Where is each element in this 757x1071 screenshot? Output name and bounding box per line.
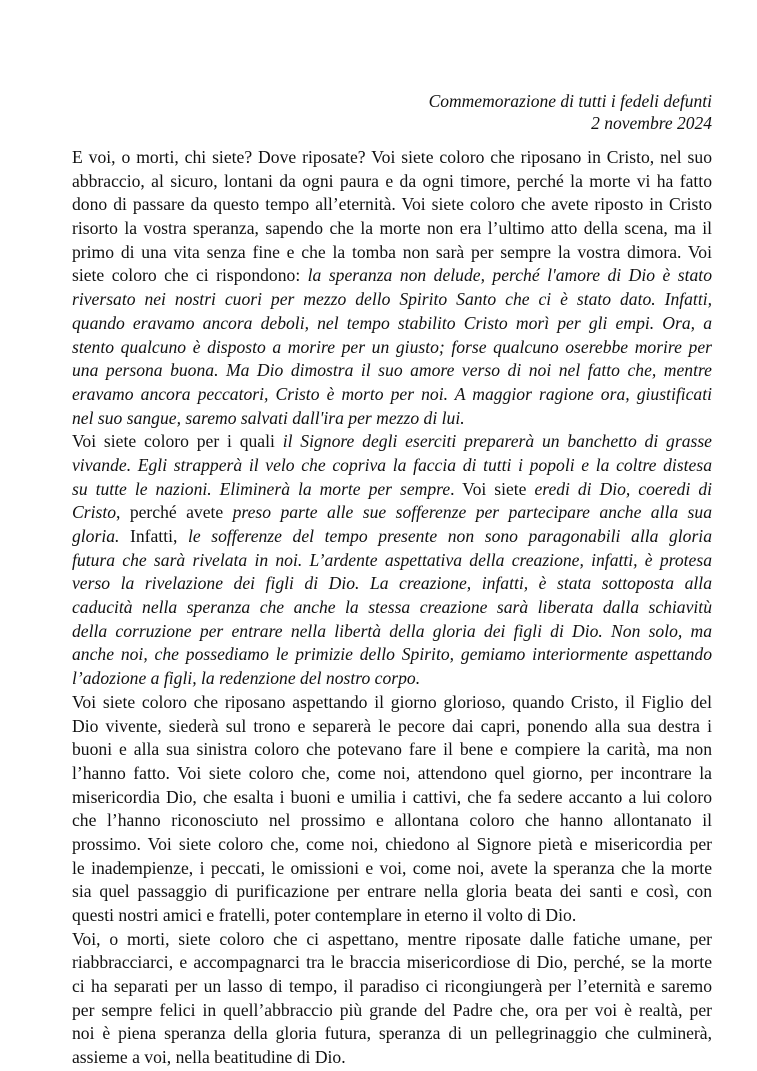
italic-quote-segment: verso la rivelazione dei figli di Dio. La creazione, infatti, è stata sottoposta alla bbox=[72, 573, 712, 594]
text-segment: l’hanno fatto. Voi siete coloro che, come noi, attendono quel giorno, per incontrare la bbox=[72, 762, 712, 783]
text-segment: , perché avete bbox=[116, 502, 233, 523]
text-segment: Voi siete coloro che riposano aspettando il giorno glorioso, quando Cristo, il Figlio del bbox=[72, 691, 712, 712]
italic-quote-segment: caducità nella speranza che anche la stessa creazione sarà liberata dalla schiavitù bbox=[72, 597, 712, 618]
text-segment: questi nostri amici e fratelli, poter contemplare in eterno il volto di Dio. bbox=[72, 905, 577, 925]
italic-quote-segment: eravamo ancora peccatori, Cristo è morto per noi. A maggior ragione ora, giustificati bbox=[72, 383, 712, 404]
text-line bbox=[72, 857, 712, 881]
italic-quote-segment: Cristo bbox=[72, 502, 117, 523]
italic-quote-segment: la speranza non delude, perché l'amore di Dio è stato bbox=[307, 265, 712, 286]
text-line bbox=[72, 904, 712, 928]
text-line bbox=[72, 999, 712, 1023]
italic-quote-segment: vivande. Egli strapperà il velo che copriva la faccia di tutti i popoli e la coltre distesa bbox=[72, 454, 712, 475]
text-segment: Voi, o morti, siete coloro che ci aspettano, mentre riposate dalle fatiche umane, per bbox=[72, 928, 712, 949]
italic-quote-segment: eredi di Dio, coeredi di bbox=[534, 478, 712, 499]
paragraph bbox=[72, 430, 712, 691]
text-line bbox=[72, 620, 712, 644]
text-line bbox=[72, 715, 712, 739]
text-line bbox=[72, 643, 712, 667]
text-line bbox=[72, 975, 712, 999]
document-header bbox=[429, 90, 712, 134]
text-line bbox=[72, 762, 712, 786]
text-segment: per sempre felici in quell’abbraccio più grande del Padre che, ora per voi è realtà, per bbox=[72, 999, 712, 1020]
text-segment: siete coloro che ci rispondono: bbox=[72, 265, 308, 286]
italic-quote-segment: quando eravamo ancora deboli, nel tempo stabilito Cristo morì per gli empi. Ora, a bbox=[72, 312, 712, 333]
italic-quote-segment: l’adozione a figli, la redenzione del nostro corpo. bbox=[72, 668, 421, 689]
italic-quote-segment: della corruzione per entrare nella libertà della gloria dei figli di Dio. Non solo, ma bbox=[72, 620, 712, 641]
paragraph bbox=[72, 146, 712, 430]
text-line bbox=[72, 1046, 712, 1070]
header-title: Commemorazione di tutti i fedeli defunti bbox=[428, 91, 712, 111]
text-line bbox=[72, 691, 712, 715]
text-segment: primo di una vita senza fine e che la tomba non sarà per sempre la vostra dimora. Voi bbox=[72, 241, 712, 262]
italic-quote-segment: futura che sarà rivelata in noi. L’ardente aspettativa della creazione, infatti, è protesa bbox=[72, 549, 712, 570]
italic-quote-segment: stento qualcuno è disposto a morire per un giusto; forse qualcuno oserebbe morire per bbox=[72, 336, 712, 357]
italic-quote-segment: anche noi, che possediamo le primizie dello Spirito, gemiamo interiormente aspettando bbox=[72, 644, 712, 665]
text-segment: risorto la vostra speranza, sapendo che la morte non era l’ultimo atto della scena, ma il bbox=[72, 218, 712, 239]
text-segment: che l’hanno riconosciuto nel prossimo e allontana coloro che hanno allontanato il bbox=[72, 810, 712, 831]
text-line bbox=[72, 525, 712, 549]
text-segment: noi è piena speranza della gloria futura, speranza di un pellegrinaggio che culminerà, bbox=[72, 1023, 712, 1044]
text-line bbox=[72, 336, 712, 360]
italic-quote-segment: preso parte alle sue sofferenze per partecipare anche alla sua bbox=[232, 502, 712, 523]
text-line bbox=[72, 596, 712, 620]
text-line bbox=[72, 833, 712, 857]
text-line bbox=[72, 1022, 712, 1046]
text-segment: misericordia Dio, che esalta i buoni e umilia i cattivi, che fa sedere accanto a lui coloro bbox=[72, 786, 712, 807]
text-line bbox=[72, 193, 712, 217]
text-line bbox=[72, 786, 712, 810]
text-line bbox=[72, 170, 712, 194]
document-body bbox=[72, 146, 712, 1070]
italic-quote-segment: gloria. bbox=[72, 526, 120, 546]
paragraph bbox=[72, 691, 712, 928]
text-line bbox=[72, 928, 712, 952]
text-line bbox=[72, 288, 712, 312]
text-segment: assieme a voi, nella beatitudine di Dio. bbox=[72, 1047, 346, 1068]
text-line bbox=[72, 667, 712, 691]
text-line bbox=[72, 454, 712, 478]
italic-quote-segment: nel suo sangue, saremo salvati dall'ira per mezzo di lui. bbox=[72, 407, 465, 428]
italic-quote-segment: riversato nei nostri cuori per mezzo dello Spirito Santo che ci è stato dato. Infatti, bbox=[72, 289, 712, 310]
text-segment: Dio vivente, siederà sul trono e separerà le pecore dai capri, ponendo alla sua destra i bbox=[72, 715, 712, 736]
text-line bbox=[72, 407, 712, 431]
text-segment: dono di passare da questo tempo all’eternità. Voi siete coloro che avete riposto in Cristo bbox=[72, 194, 712, 215]
text-segment: Voi siete coloro per i quali bbox=[72, 431, 283, 452]
text-line bbox=[72, 430, 712, 454]
text-segment: Infatti, bbox=[119, 526, 188, 546]
text-segment: le inadempienze, i peccati, le omissioni e voi, come noi, avete la speranza che la morte bbox=[72, 857, 712, 878]
text-line bbox=[72, 383, 712, 407]
text-line bbox=[72, 501, 712, 525]
text-line bbox=[72, 264, 712, 288]
text-line bbox=[72, 146, 712, 170]
text-line bbox=[72, 241, 712, 265]
text-segment: buoni e alla sua sinistra coloro che potevano fare il bene e compiere la carità, ma non bbox=[72, 739, 712, 760]
text-segment: riabbracciarci, e accompagnarci tra le braccia misericordiose di Dio, perché, se la morte bbox=[72, 952, 712, 973]
text-segment: prossimo. Voi siete coloro che, come noi, chiedono al Signore pietà e misericordia per bbox=[72, 833, 712, 854]
paragraph bbox=[72, 928, 712, 1070]
text-segment: E voi, o morti, chi siete? Dove riposate? Voi siete coloro che riposano in Cristo, nel suo bbox=[72, 147, 712, 167]
italic-quote-segment: una persona buona. Ma Dio dimostra il suo amore verso di noi nel fatto che, mentre bbox=[72, 360, 712, 381]
text-line bbox=[72, 738, 712, 762]
text-line bbox=[72, 572, 712, 596]
text-segment: sia quel passaggio di purificazione per entrare nella gloria beata dei santi e così, con bbox=[72, 881, 712, 902]
italic-quote-segment: il Signore degli eserciti preparerà un banchetto di grasse bbox=[282, 431, 712, 452]
italic-quote-segment: le sofferenze del tempo presente non sono paragonabili alla gloria bbox=[187, 526, 712, 546]
text-segment: . Voi siete bbox=[450, 478, 535, 499]
text-line bbox=[72, 549, 712, 573]
header-date: 2 novembre 2024 bbox=[591, 113, 712, 133]
italic-quote-segment: su tutte le nazioni. Eliminerà la morte per sempre bbox=[72, 478, 451, 499]
text-line bbox=[72, 951, 712, 975]
text-segment: ci ha separati per un lasso di tempo, il paradiso ci ricongiungerà per l’eternità e saremo bbox=[72, 976, 712, 997]
text-line bbox=[72, 809, 712, 833]
text-line bbox=[72, 359, 712, 383]
text-segment: abbraccio, al sicuro, lontani da ogni paura e da ogni timore, perché la morte vi ha fatto bbox=[72, 170, 712, 191]
text-line bbox=[72, 478, 712, 502]
text-line bbox=[72, 312, 712, 336]
text-line bbox=[72, 217, 712, 241]
text-line bbox=[72, 880, 712, 904]
